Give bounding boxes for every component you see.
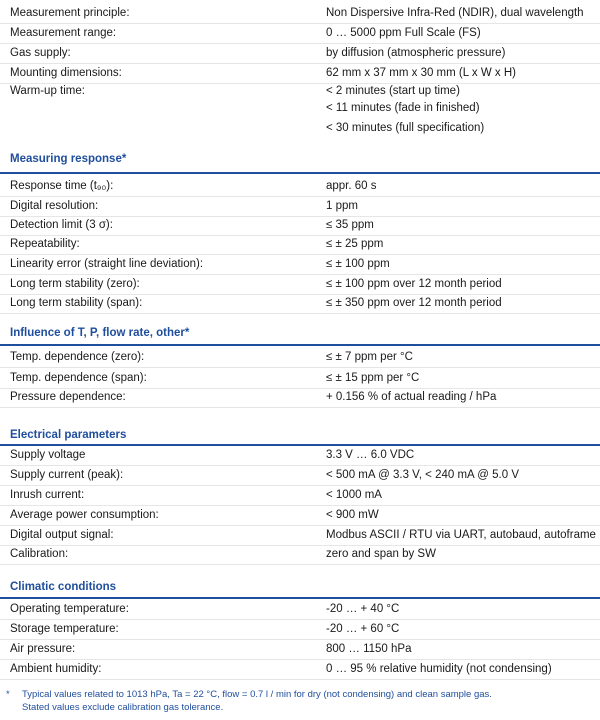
spec-value: < 500 mA @ 3.3 V, < 240 mA @ 5.0 V <box>326 469 519 481</box>
spec-row <box>0 544 600 565</box>
footnote <box>6 688 596 716</box>
spec-label: Gas supply: <box>10 47 71 59</box>
spec-value: Modbus ASCII / RTU via UART, autobaud, autoframe <box>326 529 596 541</box>
spec-label: Repeatability: <box>10 238 80 250</box>
spec-label: Supply voltage <box>10 449 86 461</box>
spec-row <box>0 619 600 640</box>
spec-value: ≤ ± 100 ppm <box>326 258 390 270</box>
spec-label: Operating temperature: <box>10 603 129 615</box>
spec-value: ≤ ± 25 ppm <box>326 238 384 250</box>
spec-row <box>0 254 600 275</box>
spec-row <box>0 81 600 101</box>
spec-value: ≤ ± 350 ppm over 12 month period <box>326 297 502 309</box>
spec-label: Average power consumption: <box>10 509 159 521</box>
spec-label: Digital resolution: <box>10 200 99 212</box>
spec-value: 62 mm x 37 mm x 30 mm (L x W x H) <box>326 67 516 79</box>
spec-value: -20 … + 40 °C <box>326 603 400 615</box>
spec-row <box>0 525 600 546</box>
spec-value: < 2 minutes (start up time) <box>326 85 460 97</box>
spec-value: 1 ppm <box>326 200 358 212</box>
spec-value: zero and span by SW <box>326 548 436 560</box>
spec-value: 800 … 1150 hPa <box>326 643 412 655</box>
footnote-line: Stated values exclude calibration gas tolerance. <box>22 702 224 713</box>
spec-row <box>0 3 600 24</box>
spec-label: Mounting dimensions: <box>10 67 122 79</box>
spec-label: Digital output signal: <box>10 529 114 541</box>
spec-row <box>0 465 600 486</box>
spec-label: Long term stability (zero): <box>10 278 140 290</box>
footnote-marker: * <box>6 689 10 700</box>
section-rule <box>0 172 600 174</box>
spec-label: Response time (t₉₀): <box>10 180 114 192</box>
spec-row <box>0 659 600 680</box>
spec-label: Pressure dependence: <box>10 391 126 403</box>
spec-row <box>0 599 600 620</box>
section-title: Influence of T, P, flow rate, other* <box>10 327 190 339</box>
spec-row <box>0 445 600 466</box>
spec-row <box>0 347 600 368</box>
spec-row <box>0 234 600 255</box>
spec-label: Linearity error (straight line deviation): <box>10 258 204 270</box>
spec-label: Detection limit (3 σ): <box>10 219 113 231</box>
spec-row <box>0 368 600 389</box>
spec-row <box>0 485 600 506</box>
spec-value: 0 … 95 % relative humidity (not condensing) <box>326 663 552 675</box>
spec-row <box>0 274 600 295</box>
spec-value: ≤ ± 100 ppm over 12 month period <box>326 278 502 290</box>
spec-value: Non Dispersive Infra-Red (NDIR), dual wavelength <box>326 7 584 19</box>
spec-label: Long term stability (span): <box>10 297 143 309</box>
spec-row <box>0 639 600 660</box>
spec-value: -20 … + 60 °C <box>326 623 400 635</box>
spec-value: < 900 mW <box>326 509 379 521</box>
spec-label: Storage temperature: <box>10 623 119 635</box>
spec-row <box>0 215 600 236</box>
spec-row <box>0 293 600 314</box>
section-title: Climatic conditions <box>10 581 117 593</box>
spec-row <box>0 43 600 64</box>
section-title: Electrical parameters <box>10 429 127 441</box>
section-title: Measuring response* <box>10 153 127 165</box>
spec-label: Ambient humidity: <box>10 663 102 675</box>
spec-value: + 0.156 % of actual reading / hPa <box>326 391 497 403</box>
spec-label: Temp. dependence (zero): <box>10 351 145 363</box>
spec-label: Inrush current: <box>10 489 85 501</box>
spec-row <box>0 505 600 526</box>
spec-row <box>0 387 600 408</box>
spec-value: appr. 60 s <box>326 180 377 192</box>
spec-value: ≤ 35 ppm <box>326 219 374 231</box>
spec-value: < 1000 mA <box>326 489 382 501</box>
spec-label: Warm-up time: <box>10 85 85 97</box>
spec-value: 3.3 V … 6.0 VDC <box>326 449 415 461</box>
spec-value: ≤ ± 15 ppm per °C <box>326 372 420 384</box>
spec-row <box>0 176 600 197</box>
spec-label: Measurement range: <box>10 27 117 39</box>
spec-label: Supply current (peak): <box>10 469 124 481</box>
spec-label: Measurement principle: <box>10 7 130 19</box>
spec-label: Air pressure: <box>10 643 76 655</box>
spec-value: by diffusion (atmospheric pressure) <box>326 47 506 59</box>
spec-row <box>0 196 600 217</box>
spec-row <box>0 23 600 44</box>
spec-value-continued: < 11 minutes (fade in finished) <box>326 102 480 114</box>
footnote-line: Typical values related to 1013 hPa, Ta = 22 °C, flow = 0.7 l / min for dry (not condensing) and clean sample gas. <box>22 689 492 700</box>
spec-value: ≤ ± 7 ppm per °C <box>326 351 413 363</box>
spec-label: Calibration: <box>10 548 69 560</box>
spec-value-continued: < 30 minutes (full specification) <box>326 122 485 134</box>
spec-label: Temp. dependence (span): <box>10 372 147 384</box>
section-rule <box>0 344 600 346</box>
spec-value: 0 … 5000 ppm Full Scale (FS) <box>326 27 481 39</box>
